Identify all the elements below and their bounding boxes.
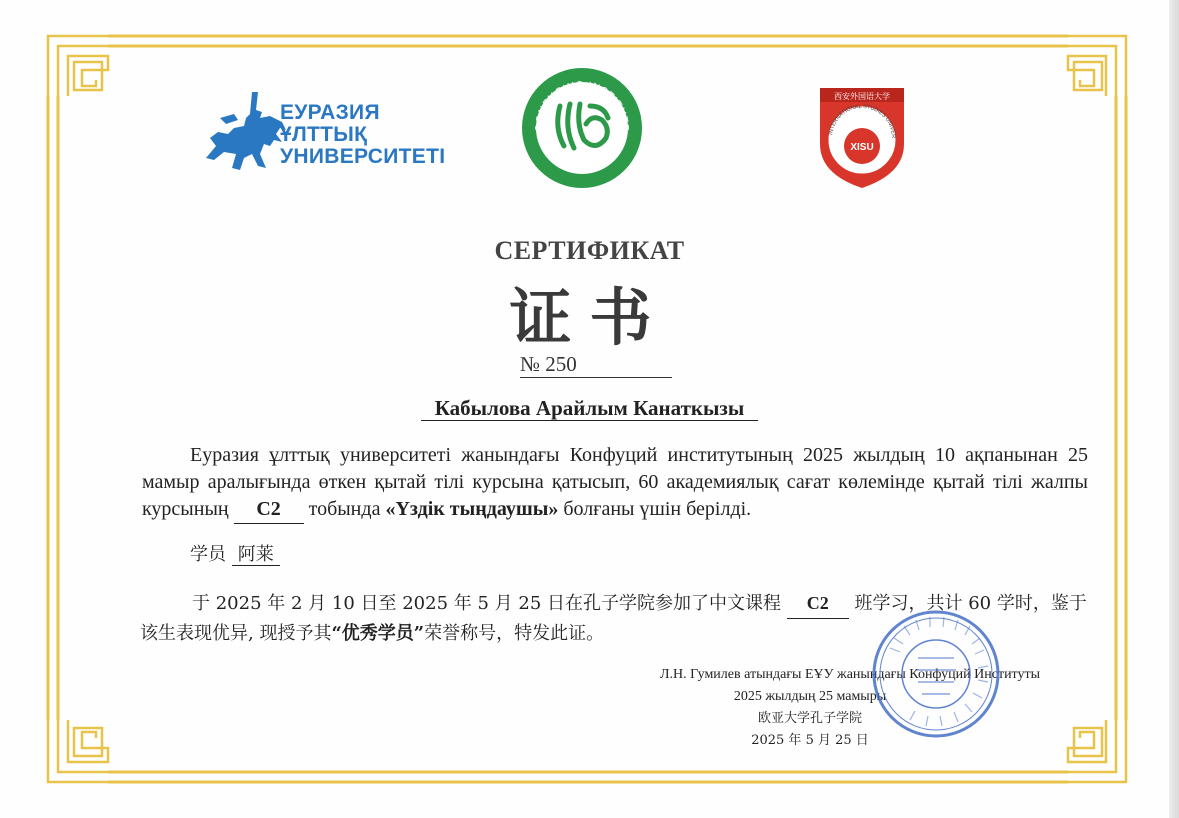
ci-arc-text: CONFUCIUS INSTITUTE bbox=[533, 79, 631, 132]
certificate-number-value: № 250 bbox=[520, 352, 672, 378]
signature-line4: 2025 年 5 月 25 日 bbox=[751, 733, 869, 748]
xisu-logo bbox=[816, 78, 908, 190]
certificate-title-kz: СЕРТИФИКАТ bbox=[494, 236, 685, 265]
signature-line3: 欧亚大学孔子学院 bbox=[757, 711, 862, 726]
recipient-name: Кабылова Арайлым Канаткызы bbox=[421, 396, 759, 421]
body-cn-part1: 于 2025 年 2 月 10 日至 2025 年 5 月 25 日在孔子学院参加了中文课程 bbox=[192, 593, 781, 614]
body-kz-honor: «Үздік тыңдаушы» bbox=[385, 498, 559, 520]
body-kz-grade: C2 bbox=[234, 496, 304, 524]
enu-logo-line1: ЕУРАЗИЯ bbox=[280, 101, 380, 124]
certificate-number bbox=[520, 352, 672, 378]
enu-logo bbox=[200, 88, 445, 178]
enu-logo-line2: ҰЛТТЫҚ bbox=[280, 123, 368, 146]
confucius-institute-logo bbox=[520, 66, 644, 190]
enu-logo-line3: УНИВЕРСИТЕТІ bbox=[280, 145, 446, 168]
body-cn-honor: “优秀学员” bbox=[331, 623, 425, 644]
body-cn-part3: 荣誉称号，特发此证。 bbox=[424, 623, 605, 644]
body-text-kz bbox=[142, 442, 1088, 524]
signature-block bbox=[560, 664, 1140, 752]
horseman-emblem-icon bbox=[200, 88, 290, 178]
body-kz-part3: болғаны үшін берілді. bbox=[563, 498, 752, 520]
signature-line1: Л.Н. Гумилев атындағы ЕҰУ жанындағы Конфуций Институты bbox=[659, 667, 1041, 682]
student-name-cn: 阿莱 bbox=[232, 544, 280, 566]
official-stamp-icon bbox=[870, 608, 1002, 740]
xisu-arc-text: INTERNATIONAL STUDIES UNIVER bbox=[828, 103, 897, 139]
body-kz-part2: тобында bbox=[308, 498, 381, 520]
body-kz-part1: Еуразия ұлттық университеті жанындағы Конфуций институтының 2025 жылдың 10 ақпанынан 25 мамыр аралығында өткен қытай тілі курсына қатысып, 60 академиялық сағат көлемінде қытай тілі жалпы курсының bbox=[142, 444, 1088, 520]
student-label: 学员 bbox=[190, 544, 226, 565]
certificate-title-cn: 证书 bbox=[509, 281, 670, 354]
recipient-name-line bbox=[0, 396, 1179, 421]
body-cn-part2: 班学习，共计 60 学时，鉴于该生表现优异, 现授予其 bbox=[140, 593, 1087, 644]
ci-bottom-text: 孔子学院 bbox=[555, 153, 609, 172]
xisu-center-text: XISU bbox=[850, 142, 874, 153]
student-line bbox=[190, 540, 280, 566]
signature-line2: 2025 жылдың 25 мамыры bbox=[733, 689, 887, 704]
xisu-top-text: 西安外国语大学 bbox=[834, 92, 890, 101]
body-cn-grade: C2 bbox=[787, 588, 849, 619]
enu-logo-text bbox=[280, 102, 445, 168]
